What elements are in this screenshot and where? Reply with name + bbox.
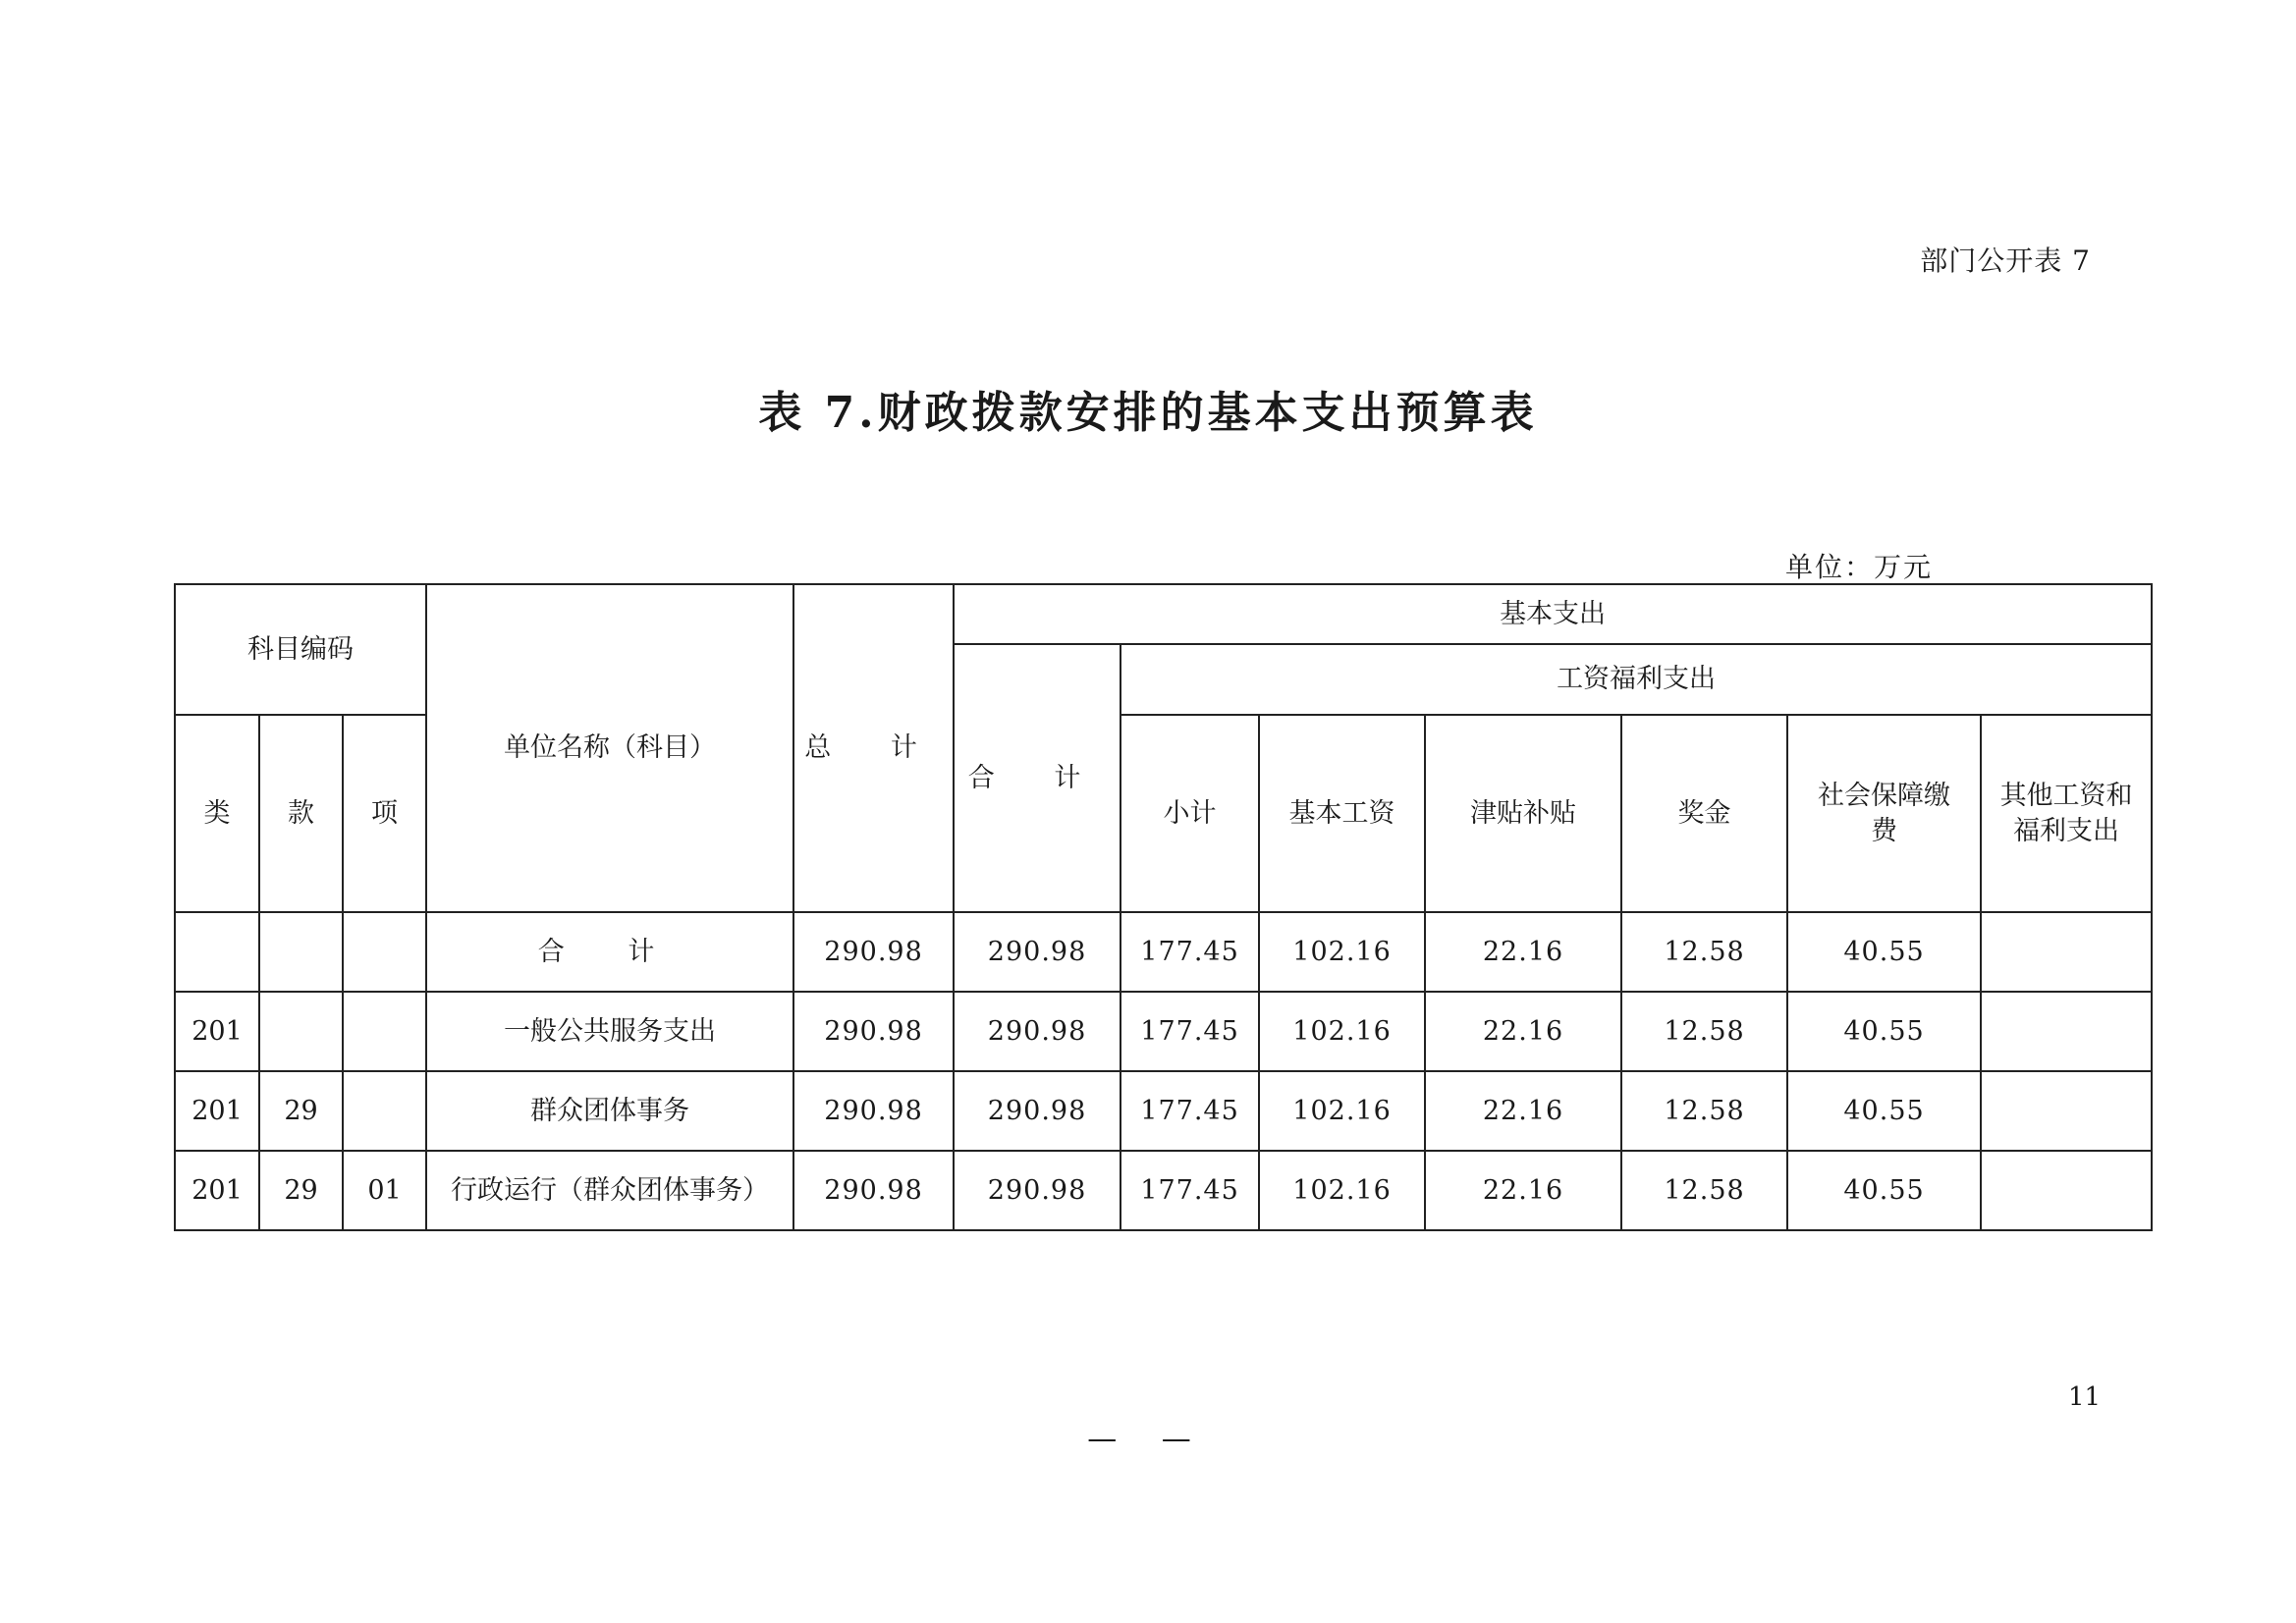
budget-table [174, 583, 2153, 1231]
cell-bonus: 12.58 [1621, 912, 1787, 992]
cell-name: 群众团体事务 [426, 1071, 793, 1151]
cell-allowance: 22.16 [1425, 1071, 1621, 1151]
cell-subtotal: 177.45 [1121, 992, 1259, 1071]
cell-total: 290.98 [793, 912, 954, 992]
cell-total: 290.98 [793, 992, 954, 1071]
table-row [175, 1151, 2152, 1230]
page-number: 11 [2068, 1382, 2102, 1412]
header-col-social-security: 社会保障缴费 [1787, 715, 1981, 912]
header-col-bonus: 奖金 [1621, 715, 1787, 912]
cell-kuan [259, 992, 343, 1071]
table-row [175, 992, 2152, 1071]
cell-basic-salary: 102.16 [1259, 912, 1425, 992]
header-salary-welfare: 工资福利支出 [1121, 644, 2152, 715]
cell-lei: 201 [175, 1151, 259, 1230]
cell-xiang [343, 992, 426, 1071]
unit-label: 单位：万元 [1785, 551, 1934, 583]
cell-xiang [343, 912, 426, 992]
cell-bonus: 12.58 [1621, 1071, 1787, 1151]
cell-subtotal: 177.45 [1121, 1071, 1259, 1151]
header-basic-expense: 基本支出 [954, 584, 2152, 644]
cell-basic-salary: 102.16 [1259, 992, 1425, 1071]
header-sum: 合 计 [954, 644, 1121, 912]
header-col-subtotal: 小计 [1121, 715, 1259, 912]
table-row [175, 1071, 2152, 1151]
cell-bonus: 12.58 [1621, 1151, 1787, 1230]
cell-allowance: 22.16 [1425, 912, 1621, 992]
page-title: 表 7.财政拨款安排的基本支出预算表 [758, 388, 1538, 438]
cell-name: 行政运行（群众团体事务） [426, 1151, 793, 1230]
cell-lei: 201 [175, 992, 259, 1071]
header-xiang: 项 [343, 715, 426, 912]
header-kuan: 款 [259, 715, 343, 912]
header-row-1 [175, 584, 2152, 644]
cell-sum: 290.98 [954, 992, 1121, 1071]
cell-name: 一般公共服务支出 [426, 992, 793, 1071]
footer-dashes: — — [1087, 1422, 1209, 1456]
cell-kuan: 29 [259, 1071, 343, 1151]
document-label: 部门公开表 7 [1920, 244, 2091, 277]
cell-other [1981, 912, 2152, 992]
cell-other [1981, 992, 2152, 1071]
table-row [175, 912, 2152, 992]
cell-kuan [259, 912, 343, 992]
header-code-group: 科目编码 [175, 584, 426, 715]
cell-lei [175, 912, 259, 992]
cell-xiang: 01 [343, 1151, 426, 1230]
cell-subtotal: 177.45 [1121, 1151, 1259, 1230]
header-col-other: 其他工资和福利支出 [1981, 715, 2152, 912]
cell-lei: 201 [175, 1071, 259, 1151]
cell-bonus: 12.58 [1621, 992, 1787, 1071]
cell-subtotal: 177.45 [1121, 912, 1259, 992]
cell-social-security: 40.55 [1787, 1151, 1981, 1230]
cell-total: 290.98 [793, 1071, 954, 1151]
cell-allowance: 22.16 [1425, 992, 1621, 1071]
header-col-allowance: 津贴补贴 [1425, 715, 1621, 912]
cell-xiang [343, 1071, 426, 1151]
cell-social-security: 40.55 [1787, 912, 1981, 992]
cell-allowance: 22.16 [1425, 1151, 1621, 1230]
cell-sum: 290.98 [954, 1151, 1121, 1230]
cell-sum: 290.98 [954, 1071, 1121, 1151]
cell-other [1981, 1071, 2152, 1151]
header-grand-total: 总 计 [793, 584, 954, 912]
cell-social-security: 40.55 [1787, 1071, 1981, 1151]
cell-social-security: 40.55 [1787, 992, 1981, 1071]
cell-basic-salary: 102.16 [1259, 1151, 1425, 1230]
cell-total: 290.98 [793, 1151, 954, 1230]
cell-kuan: 29 [259, 1151, 343, 1230]
header-col-basic-salary: 基本工资 [1259, 715, 1425, 912]
cell-sum: 290.98 [954, 912, 1121, 992]
cell-basic-salary: 102.16 [1259, 1071, 1425, 1151]
cell-name: 合 计 [426, 912, 793, 992]
cell-other [1981, 1151, 2152, 1230]
header-unit-name: 单位名称（科目） [426, 584, 793, 912]
header-lei: 类 [175, 715, 259, 912]
